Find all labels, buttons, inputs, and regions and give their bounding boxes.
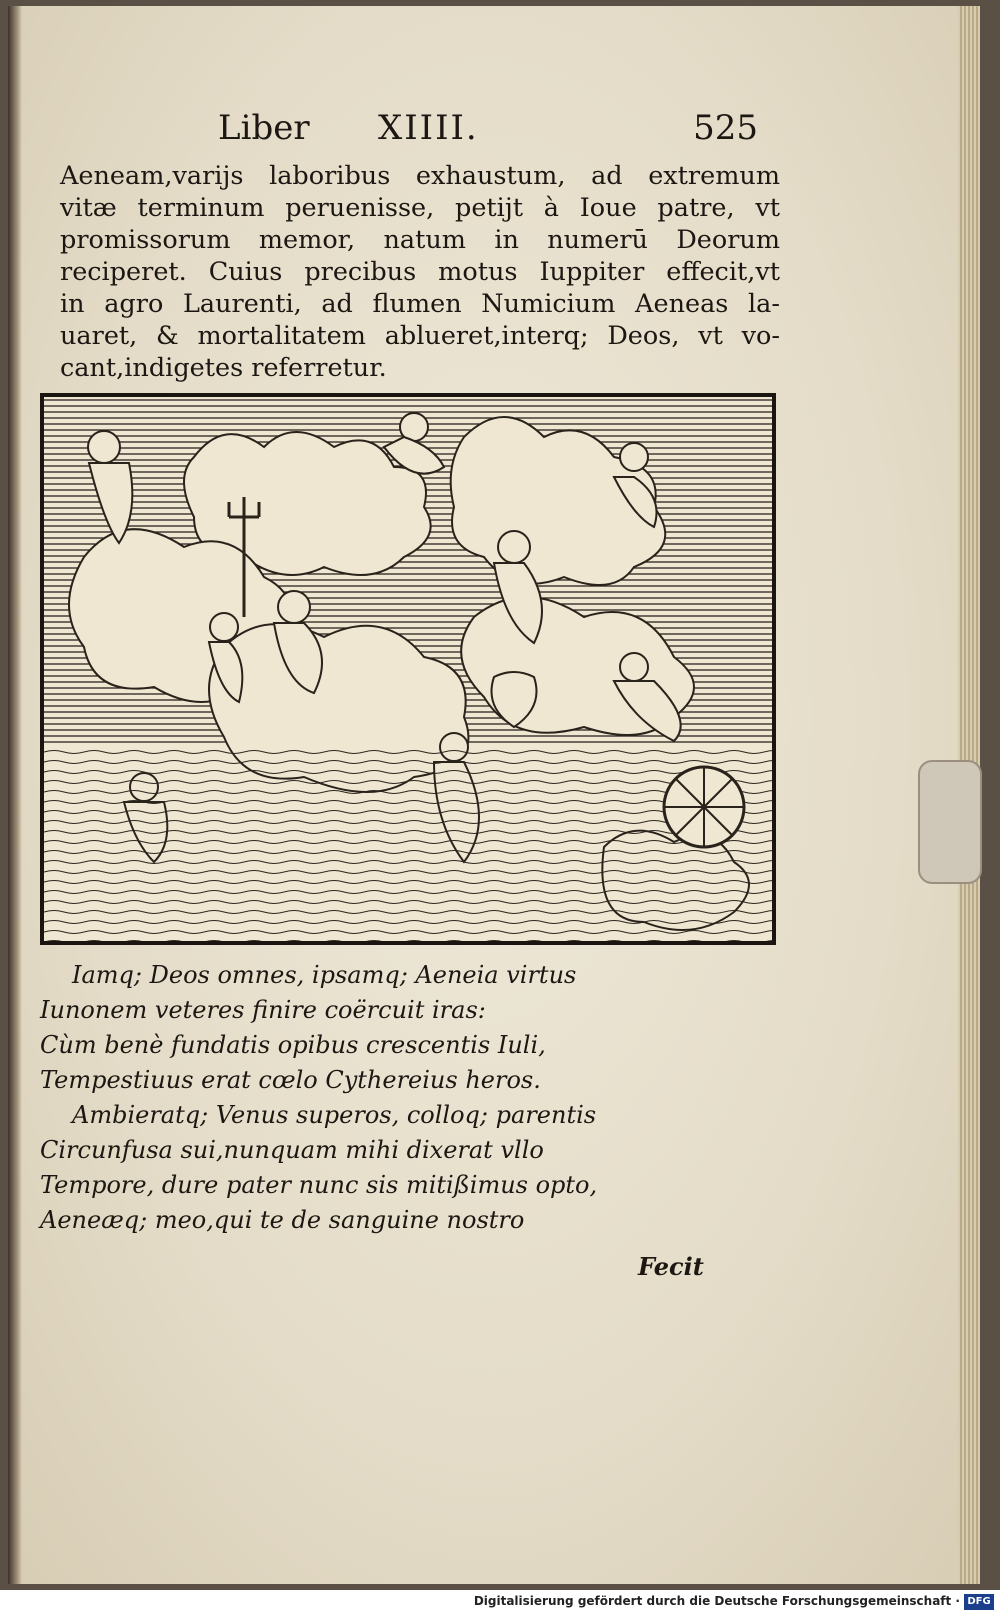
digitization-credit: Digitalisierung gefördert durch die Deutsche Forschungsgemeinschaft · [473,1594,960,1608]
woodcut-illustration-icon [44,397,772,941]
clasp-tab [918,760,982,884]
running-head-liber: Liber [218,108,310,148]
prose-line: promissorum memor, natum in numerū Deorum [60,225,780,255]
prose-line: reciperet. Cuius precibus motus Iuppiter effecit,vt [60,257,780,287]
verse-line: Aeneæq; meo,qui te de sanguine nostro [40,1206,525,1234]
prose-line: cant,indigetes referretur. [60,353,387,383]
prose-line: vitæ terminum peruenisse, petijt à Ioue patre, vt [60,193,780,223]
catchword: Fecit [638,1252,704,1281]
footer-bar [0,1590,1000,1616]
prose-line: Aeneam,varijs laboribus exhaustum, ad extremum [60,161,780,191]
verse-line: Iamq; Deos omnes, ipsamq; Aeneia virtus [72,961,577,989]
page-gutter [8,6,22,1584]
page-number: 525 [693,108,758,148]
running-head [218,108,758,158]
woodcut-illustration [40,393,776,945]
prose-block [60,160,780,384]
verse-line: Circunfusa sui,nunquam mihi dixerat vllo [40,1136,544,1164]
prose-line: in agro Laurenti, ad flumen Numicium Aeneas la- [60,289,780,319]
verse-line: Tempestiuus erat cœlo Cythereius heros. [40,1066,541,1094]
verse-line: Tempore, dure pater nunc sis mitißimus opto, [40,1171,598,1199]
dfg-logo-icon: DFG [964,1594,994,1610]
verse-line: Ambieratq; Venus superos, colloq; parentis [72,1101,597,1129]
running-head-book-number: XIIII. [378,108,479,148]
verse-line: Iunonem veteres finire coërcuit iras: [40,996,486,1024]
verse-block [40,958,700,1238]
prose-line: uaret, & mortalitatem ablueret,interq; Deos, vt vo- [60,321,780,351]
verse-line: Cùm benè fundatis opibus crescentis Iuli, [40,1031,546,1059]
